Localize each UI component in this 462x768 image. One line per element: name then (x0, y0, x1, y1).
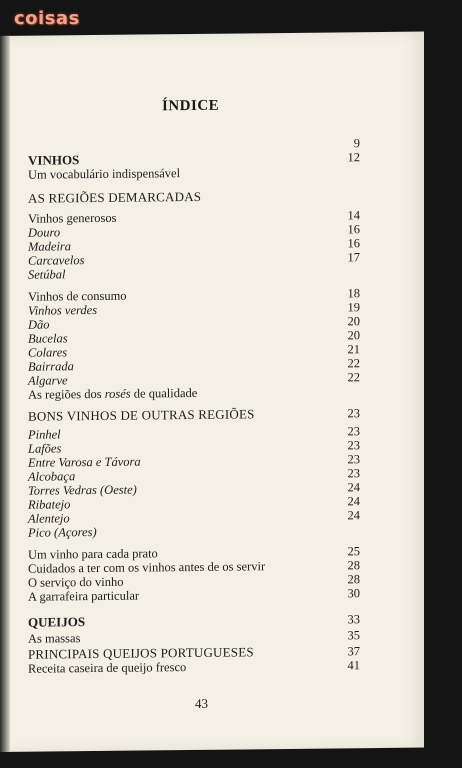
toc-page-number: 12 (347, 150, 360, 165)
page-number: 43 (195, 695, 208, 711)
toc-page-number: 21 (347, 342, 360, 357)
toc-label: Vinhos verdes (28, 302, 98, 318)
toc-label: Lafões (28, 441, 62, 456)
toc-label: PRINCIPAIS QUEIJOS PORTUGUESES (28, 644, 254, 662)
toc-entry (28, 522, 360, 539)
toc-page-number: 30 (347, 586, 360, 601)
toc-page-number: 23 (347, 406, 360, 421)
toc-page-number: 16 (347, 222, 360, 237)
toc-page-number: 37 (347, 644, 360, 659)
toc-label: Ribatejo (28, 497, 71, 512)
toc-label: As regiões dos rosés de qualidade (28, 385, 198, 402)
toc-label: Bucelas (28, 331, 68, 346)
toc-page-number: 22 (347, 370, 360, 385)
toc-entry (28, 384, 360, 401)
toc-label: Pico (Açores) (28, 524, 97, 540)
toc-label: Douro (28, 225, 61, 240)
toc-page-number: 20 (347, 328, 360, 343)
toc-page-number: 23 (347, 438, 360, 453)
toc-label: QUEIJOS (28, 614, 86, 630)
toc-label: Algarve (28, 373, 68, 388)
toc-entry (28, 406, 360, 423)
toc-page-number: 24 (347, 494, 360, 509)
toc-page-number: 22 (347, 356, 360, 371)
toc-label: BONS VINHOS DE OUTRAS REGIÕES (28, 406, 255, 424)
toc-label: Vinhos de consumo (28, 288, 127, 304)
toc-label: Colares (28, 345, 68, 360)
toc-page-number: 16 (347, 236, 360, 251)
toc-label: Alcobaça (28, 469, 76, 484)
toc-page-number: 41 (347, 658, 360, 673)
toc-page-number: 18 (347, 286, 360, 301)
toc-label: Pinhel (28, 427, 61, 442)
toc-entry (28, 612, 360, 629)
toc-label: AS REGIÕES DEMARCADAS (28, 188, 202, 206)
toc-label-emphasis: rosés (104, 386, 131, 401)
toc-page-number: 24 (347, 508, 360, 523)
book-page (0, 32, 424, 752)
toc-page-number: 35 (347, 628, 360, 643)
toc-entry (28, 188, 360, 205)
toc-page-number: 33 (347, 612, 360, 627)
page-title: ÍNDICE (162, 97, 220, 115)
book-spine (0, 36, 10, 752)
toc-label: Receita caseira de queijo fresco (28, 660, 187, 676)
toc-label: A garrafeira particular (28, 588, 140, 604)
toc-entry (28, 586, 360, 603)
toc-page-number: 14 (347, 208, 360, 223)
toc-page-number: 17 (347, 250, 360, 265)
toc-label: Um vocabulário indispensável (28, 166, 181, 182)
toc-page-number: 20 (347, 314, 360, 329)
toc-label: Alentejo (28, 511, 70, 526)
toc-page-number: 25 (347, 544, 360, 559)
toc-label: Entre Varosa e Távora (28, 454, 141, 470)
toc-page-number: 23 (347, 452, 360, 467)
toc-label: As massas (28, 631, 81, 646)
toc-entry (28, 658, 360, 675)
watermark-logo: coisas (14, 8, 80, 29)
toc-page-number: 24 (347, 480, 360, 495)
toc-page-number: 28 (347, 572, 360, 587)
toc-label: Madeira (28, 239, 72, 254)
toc-page-number: 19 (347, 300, 360, 315)
toc-entry (28, 264, 360, 281)
toc-label: Torres Vedras (Oeste) (28, 482, 137, 498)
toc-entry (28, 628, 360, 645)
toc-label: Um vinho para cada prato (28, 546, 158, 562)
toc-label: Vinhos generosos (28, 210, 117, 226)
toc-label: Dão (28, 317, 50, 332)
toc-label: VINHOS (28, 152, 80, 168)
toc-label: Cuidados a ter com os vinhos antes de os servir (28, 559, 266, 576)
toc-page-number: 23 (347, 424, 360, 439)
toc-label: O serviço do vinho (28, 574, 124, 590)
toc-label: Bairrada (28, 359, 74, 374)
toc-label: Setúbal (28, 267, 66, 282)
toc-page-number: 23 (347, 466, 360, 481)
toc-page-number: 28 (347, 558, 360, 573)
toc-page-number: 9 (353, 136, 360, 151)
toc-entry (28, 164, 360, 181)
toc-label: Carcavelos (28, 253, 85, 268)
